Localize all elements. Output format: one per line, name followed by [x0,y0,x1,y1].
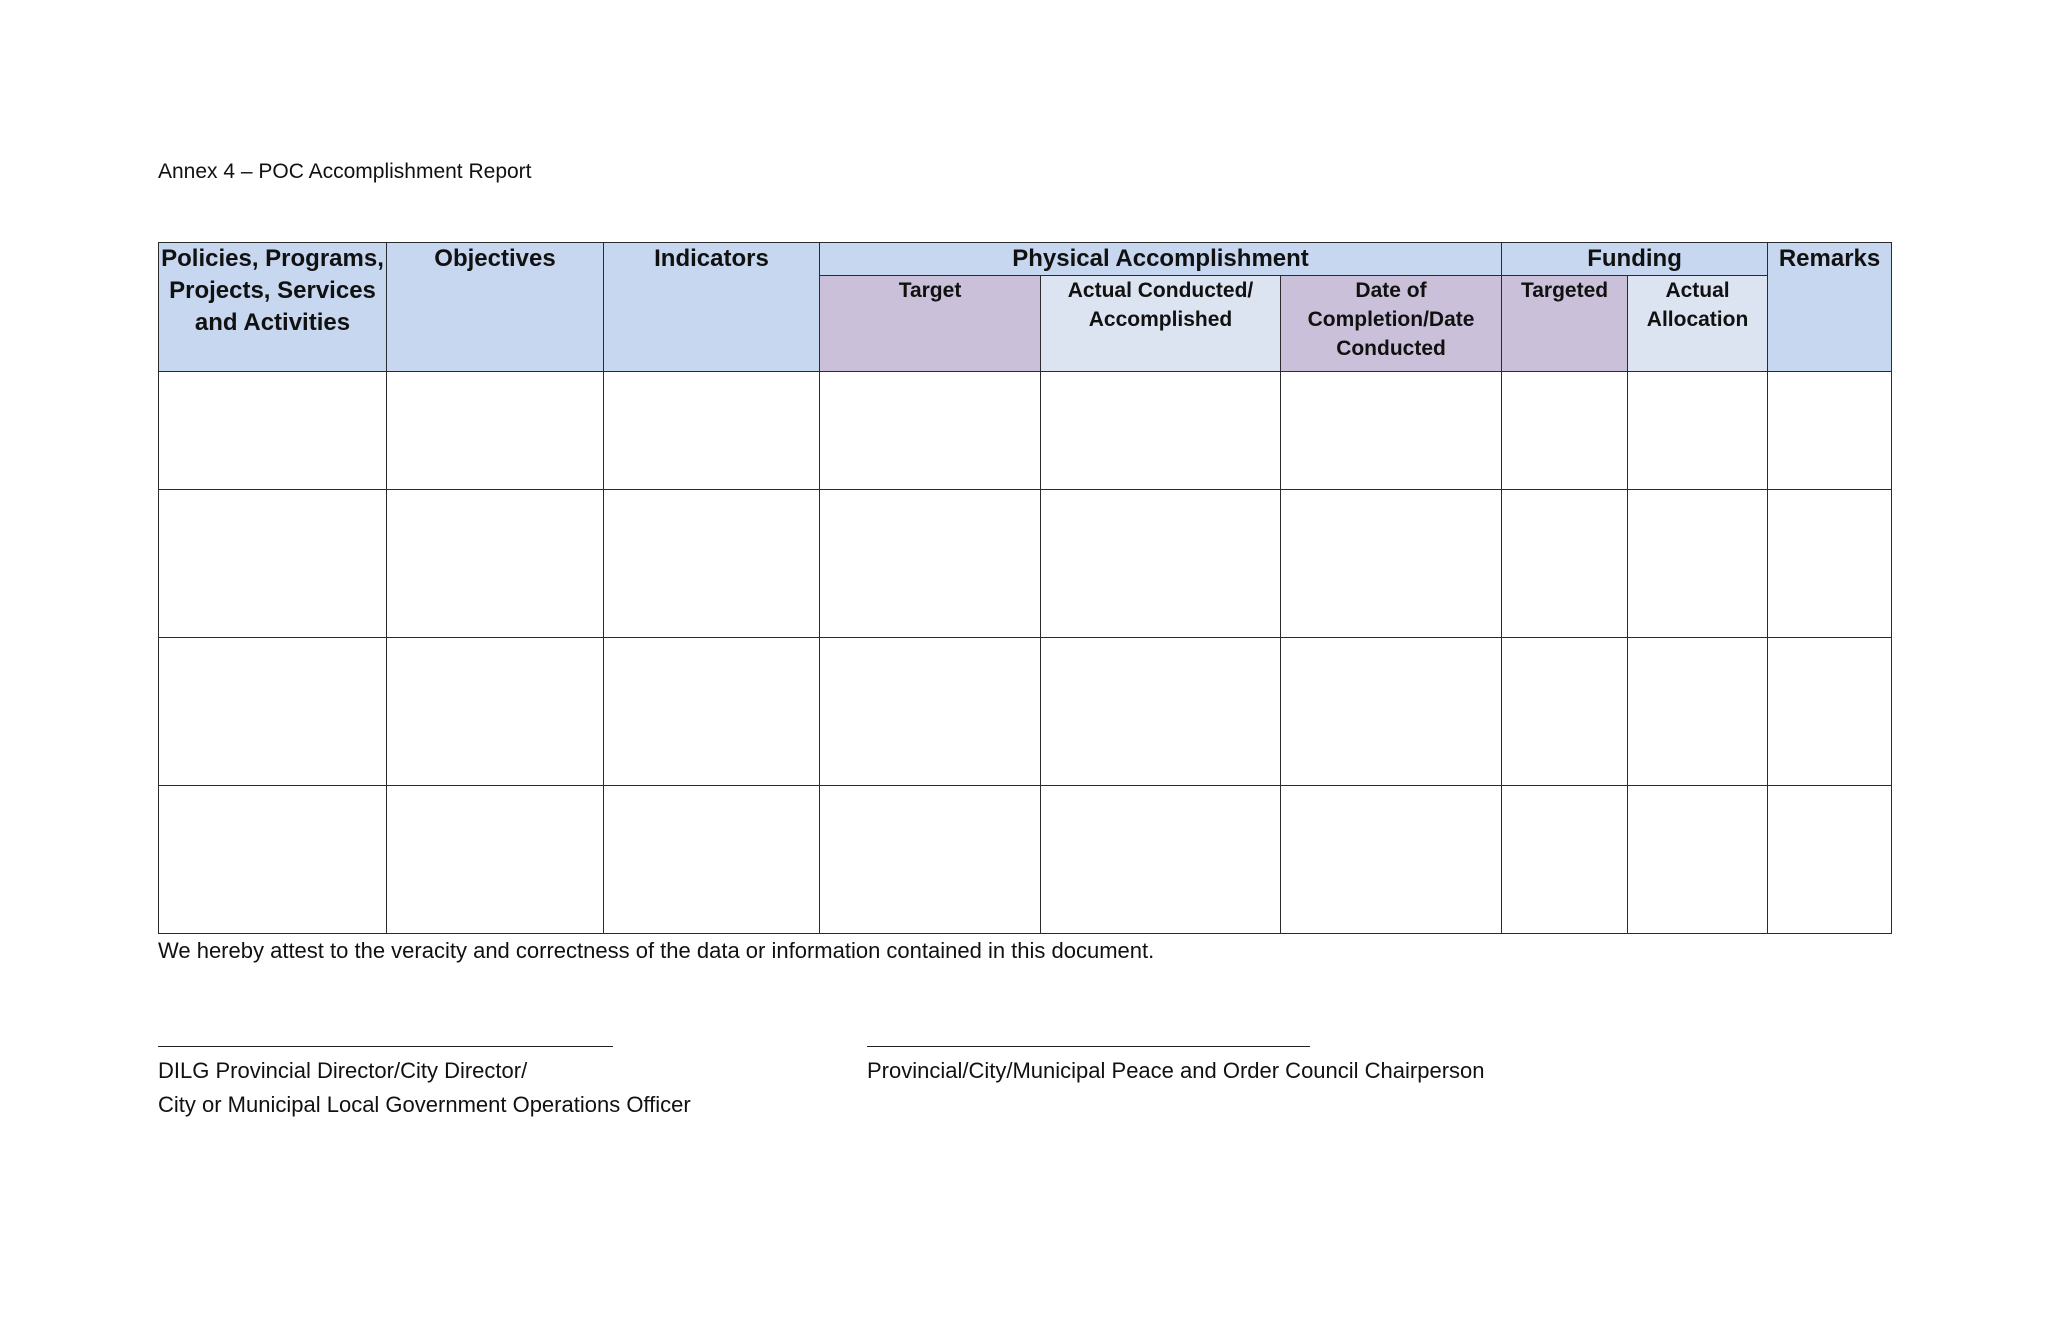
table-cell [159,490,387,638]
table-cell [820,638,1041,786]
table-cell [604,372,820,490]
table-cell [1281,372,1502,490]
table-cell [820,786,1041,934]
signatory-left-title-line1: DILG Provincial Director/City Director/ [158,1058,528,1083]
table-cell [604,786,820,934]
table-cell [604,490,820,638]
table-cell [1041,638,1281,786]
table-cell [1281,638,1502,786]
table-cell [1768,786,1892,934]
table-row [159,490,1892,638]
header-actual-allocation: Actual Allocation [1628,276,1768,372]
table-cell [1281,490,1502,638]
signature-line-right [867,1046,1310,1047]
table-cell [387,786,604,934]
table-row [159,786,1892,934]
table-cell [387,372,604,490]
table-cell [1281,786,1502,934]
table-cell [387,638,604,786]
signature-line-left [158,1046,613,1047]
table-cell [1768,372,1892,490]
table-row [159,372,1892,490]
attestation-statement: We hereby attest to the veracity and correctness of the data or information contained in this document. [158,938,1155,963]
header-objectives: Objectives [387,243,604,372]
header-ppsa: Policies, Programs, Projects, Services and Activities [159,243,387,372]
header-date-completion: Date of Completion/Date Conducted [1281,276,1502,372]
table-cell [1768,638,1892,786]
table-cell [1768,490,1892,638]
table-cell [1628,372,1768,490]
table-cell [604,638,820,786]
table-row [159,638,1892,786]
table-cell [1041,786,1281,934]
header-actual-conducted: Actual Conducted/ Accomplished [1041,276,1281,372]
table-cell [1628,786,1768,934]
table-cell [820,490,1041,638]
table-cell [1502,490,1628,638]
header-indicators: Indicators [604,243,820,372]
table-cell [1502,786,1628,934]
header-targeted: Targeted [1502,276,1628,372]
table-cell [159,372,387,490]
table-cell [1628,638,1768,786]
table-cell [1628,490,1768,638]
table-cell [1041,490,1281,638]
table-cell [820,372,1041,490]
header-target: Target [820,276,1041,372]
table-cell [1502,372,1628,490]
header-funding: Funding [1502,243,1768,276]
table-cell [387,490,604,638]
header-remarks: Remarks [1768,243,1892,372]
signatory-right-title: Provincial/City/Municipal Peace and Order Council Chairperson [867,1058,1485,1083]
accomplishment-table [158,242,1892,934]
table-cell [1502,638,1628,786]
table-cell [159,786,387,934]
annex-title: Annex 4 – POC Accomplishment Report [158,160,532,183]
header-physical-accomplishment: Physical Accomplishment [820,243,1502,276]
table-cell [1041,372,1281,490]
table-cell [159,638,387,786]
signatory-left-title-line2: City or Municipal Local Government Operations Officer [158,1092,691,1117]
